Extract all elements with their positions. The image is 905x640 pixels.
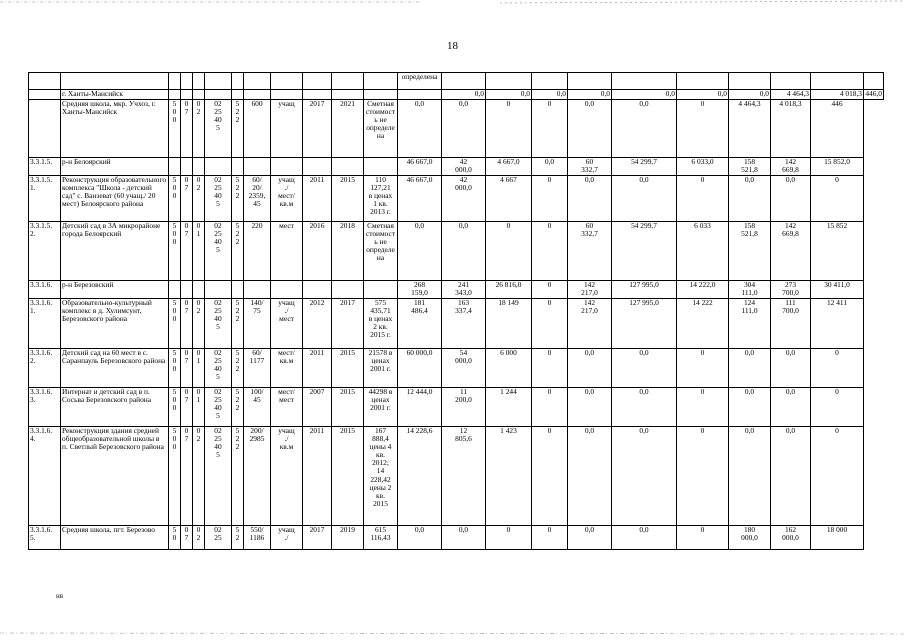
code-cell: 5 2 2 (232, 388, 244, 427)
capacity-cell: 600 (244, 100, 271, 158)
value-cell: 42 000,0 (442, 176, 486, 222)
num-cell (29, 90, 61, 100)
source-cell: 21578 в ценах 2001 г. (364, 349, 398, 388)
table-cell (364, 90, 398, 100)
num-cell: 3.3.1.6. 2. (29, 349, 61, 388)
end-year-cell: 2015 (332, 349, 364, 388)
num-cell (29, 100, 61, 158)
unit-cell: учащ ./ кв.м (271, 427, 303, 526)
scan-edge-top (0, 0, 905, 6)
value-cell: 0,0 (486, 90, 532, 100)
table-cell (181, 73, 193, 90)
value-cell: 142 217,0 (568, 299, 612, 349)
value-cell: 6 033,0 (677, 158, 729, 176)
table-cell (486, 73, 532, 90)
code-cell: 0 7 (181, 299, 193, 349)
value-cell: 0,0 (729, 349, 771, 388)
value-cell: 162 000,0 (771, 526, 811, 550)
code-cell: 0 1 (193, 349, 205, 388)
code-cell: 0 7 (181, 526, 193, 550)
code-cell (232, 281, 244, 299)
table-cell (364, 73, 398, 90)
table-cell (303, 73, 332, 90)
value-cell: 127 995,0 (612, 281, 677, 299)
value-cell: 142 217,0 (568, 281, 612, 299)
value-cell: 54 299,7 (612, 158, 677, 176)
value-cell: 0,0 (729, 427, 771, 526)
name-cell: р-н Белоярский (61, 158, 169, 176)
footer-mark: нв (56, 592, 64, 600)
value-cell: 6 033 (677, 222, 729, 281)
name-cell: Реконструкция здания средней общеобразовательной школы в п. Светлый Березовского района (61, 427, 169, 526)
scan-edge-bottom (0, 630, 905, 636)
value-cell: 60 332,7 (568, 222, 612, 281)
value-cell: 180 000,0 (729, 526, 771, 550)
code-cell: 0 7 (181, 388, 193, 427)
code-cell: 0 2 (193, 526, 205, 550)
value-cell: 111 700,0 (771, 299, 811, 349)
value-cell: 14 228,6 (398, 427, 442, 526)
source-cell (364, 158, 398, 176)
value-cell: 0,0 (532, 158, 568, 176)
value-cell: 12 411 (811, 299, 864, 349)
end-year-cell: 2015 (332, 388, 364, 427)
value-cell: 446 (811, 100, 864, 158)
source-cell: 615 116,43 (364, 526, 398, 550)
value-cell: 0 (486, 222, 532, 281)
table-cell (181, 90, 193, 100)
table-row (29, 90, 884, 100)
value-cell: 1 244 (486, 388, 532, 427)
table-cell (205, 90, 232, 100)
capacity-cell: 60/ 20/ 2359, 45 (244, 176, 271, 222)
value-cell: 60 332,7 (568, 158, 612, 176)
value-cell: 0,0 (442, 526, 486, 550)
value-cell: 158 521,8 (729, 158, 771, 176)
code-cell: 0 7 (181, 176, 193, 222)
value-cell: 26 816,0 (486, 281, 532, 299)
code-cell: 0 7 (181, 349, 193, 388)
value-cell: 0,0 (398, 222, 442, 281)
value-cell: 46 667,0 (398, 176, 442, 222)
table-cell (193, 73, 205, 90)
value-cell: 0,0 (568, 526, 612, 550)
value-cell: 0 (811, 427, 864, 526)
end-year-cell: 2015 (332, 176, 364, 222)
capacity-cell: 200/ 2985 (244, 427, 271, 526)
value-cell: 11 200,0 (442, 388, 486, 427)
table-cell (677, 73, 729, 90)
unit-cell: мест/ кв.м (271, 349, 303, 388)
code-cell: 5 0 0 (169, 299, 181, 349)
unit-cell: мест (271, 222, 303, 281)
budget-table (28, 72, 884, 550)
table-cell (771, 73, 811, 90)
code-cell: 5 2 2 (232, 299, 244, 349)
table-cell (612, 73, 677, 90)
num-cell: 3.3.1.6. (29, 281, 61, 299)
page-number: 18 (447, 40, 458, 52)
value-cell: 268 159,0 (398, 281, 442, 299)
name-cell: р-н Березовский (61, 281, 169, 299)
value-cell: 241 343,0 (442, 281, 486, 299)
value-cell: 0,0 (771, 427, 811, 526)
source-cell: 575 435,71 в ценах 2 кв. 2015 г. (364, 299, 398, 349)
code-cell: 5 0 (169, 526, 181, 550)
value-cell: 0 (677, 349, 729, 388)
table-cell (193, 90, 205, 100)
table-row (29, 73, 884, 90)
value-cell: 0,0 (612, 427, 677, 526)
table-cell (29, 73, 61, 90)
value-cell: 4 667 (486, 176, 532, 222)
value-cell: 4 018,3 (811, 90, 864, 100)
value-cell: 0,0 (442, 90, 486, 100)
source-cell: 44298 в ценах 2001 г. (364, 388, 398, 427)
table-cell (271, 73, 303, 90)
unit-cell: учащ ./ (271, 526, 303, 550)
name-cell: Реконструкция образовательного комплекса "Школа - детский сад" с. Ванзеват (60 учащ./ 20 мест) Белоярского района (61, 176, 169, 222)
table-cell (332, 73, 364, 90)
code-cell: 5 0 0 (169, 176, 181, 222)
table-row (29, 158, 884, 176)
num-cell: 3.3.1.6. 4. (29, 427, 61, 526)
capacity-cell (244, 281, 271, 299)
code-cell: 5 0 0 (169, 427, 181, 526)
value-cell: 0,0 (729, 388, 771, 427)
value-cell: 42 000,0 (442, 158, 486, 176)
value-cell: 0,0 (729, 90, 771, 100)
value-cell: 0,0 (442, 222, 486, 281)
value-cell: 0,0 (612, 100, 677, 158)
capacity-cell: 100/ 45 (244, 388, 271, 427)
value-cell: 163 337,4 (442, 299, 486, 349)
table-row (29, 299, 884, 349)
code-cell (232, 158, 244, 176)
code-cell: 5 0 0 (169, 222, 181, 281)
value-cell: 0,0 (568, 349, 612, 388)
name-cell: г. Ханты-Мансийск (61, 90, 169, 100)
table-row (29, 100, 884, 158)
code-cell: 02 25 40 5 (205, 222, 232, 281)
table-cell (303, 90, 332, 100)
value-cell: 0,0 (771, 388, 811, 427)
unit-cell: учащ ./ мест/ кв.м (271, 176, 303, 222)
source-cell: 110 127,21 в ценах 1 кв. 2013 г. (364, 176, 398, 222)
value-cell: 0,0 (612, 90, 677, 100)
code-cell (205, 158, 232, 176)
name-cell: Образовательно-культурный комплекс в д. Хулимсунт, Березовского района (61, 299, 169, 349)
table-row (29, 388, 884, 427)
source-cell (364, 281, 398, 299)
num-cell: 3.3.1.6. 3. (29, 388, 61, 427)
value-cell: 142 669,8 (771, 222, 811, 281)
table-cell (61, 73, 169, 90)
value-cell: 14 222 (677, 299, 729, 349)
code-cell: 5 0 0 (169, 100, 181, 158)
value-cell: 0,0 (568, 100, 612, 158)
code-cell: 0 7 (181, 427, 193, 526)
table-cell (729, 73, 771, 90)
table-cell (232, 90, 244, 100)
value-cell: 4 464,3 (771, 90, 811, 100)
code-cell: 02 25 40 5 (205, 299, 232, 349)
table-cell (332, 90, 364, 100)
start-year-cell: 2011 (303, 427, 332, 526)
value-cell: 6 000 (486, 349, 532, 388)
value-cell: 0,0 (568, 176, 612, 222)
source-cell (398, 90, 442, 100)
value-cell: 0 (532, 349, 568, 388)
start-year-cell: 2007 (303, 388, 332, 427)
value-cell: 0,0 (677, 90, 729, 100)
code-cell: 02 25 40 5 (205, 388, 232, 427)
value-cell: 181 486,4 (398, 299, 442, 349)
value-cell: 15 852 (811, 222, 864, 281)
table-row (29, 176, 884, 222)
start-year-cell: 2011 (303, 176, 332, 222)
code-cell: 5 2 2 (232, 222, 244, 281)
value-cell: 304 111,0 (729, 281, 771, 299)
value-cell: 0,0 (729, 176, 771, 222)
source-cell: 167 888,4 цены 4 кв. 2012; 14 228,42 цены 2 кв. 2015 (364, 427, 398, 526)
value-cell: 158 521,8 (729, 222, 771, 281)
value-cell: 0,0 (612, 526, 677, 550)
capacity-cell: 60/ 1177 (244, 349, 271, 388)
code-cell: 02 25 40 5 (205, 349, 232, 388)
value-cell: 54 000,0 (442, 349, 486, 388)
code-cell: 5 0 0 (169, 349, 181, 388)
value-cell: 1 423 (486, 427, 532, 526)
name-cell: Детский сад на 60 мест в с. Саранпауль Березовского района (61, 349, 169, 388)
value-cell: 0 (677, 100, 729, 158)
table-cell (864, 73, 884, 90)
table-row (29, 526, 884, 550)
value-cell: 0,0 (612, 349, 677, 388)
value-cell: 127 995,0 (612, 299, 677, 349)
unit-cell (271, 158, 303, 176)
start-year-cell (303, 158, 332, 176)
end-year-cell: 2019 (332, 526, 364, 550)
capacity-cell (244, 158, 271, 176)
code-cell: 5 2 2 (232, 427, 244, 526)
value-cell: 0,0 (532, 90, 568, 100)
unit-cell (271, 281, 303, 299)
value-cell: 12 805,6 (442, 427, 486, 526)
value-cell: 14 222,0 (677, 281, 729, 299)
value-cell: 0 (532, 100, 568, 158)
value-cell: 0 (677, 388, 729, 427)
num-cell: 3.3.1.5. 2. (29, 222, 61, 281)
code-cell: 5 2 (232, 526, 244, 550)
value-cell: 273 700,0 (771, 281, 811, 299)
source-cell: Сметная стоимость не определена (364, 100, 398, 158)
num-cell: 3.3.1.5. 1. (29, 176, 61, 222)
code-cell (169, 158, 181, 176)
num-cell: 3.3.1.6. 5. (29, 526, 61, 550)
value-cell: 15 852,0 (811, 158, 864, 176)
value-cell: 0 (532, 526, 568, 550)
value-cell: 0 (811, 349, 864, 388)
value-cell: 18 149 (486, 299, 532, 349)
start-year-cell (303, 281, 332, 299)
value-cell: 0,0 (568, 427, 612, 526)
value-cell: 124 111,0 (729, 299, 771, 349)
start-year-cell: 2011 (303, 349, 332, 388)
code-cell: 0 2 (193, 427, 205, 526)
value-cell: 4 464,3 (729, 100, 771, 158)
name-cell: Детский сад в 3А микрорайоне города Белоярский (61, 222, 169, 281)
table-cell (568, 73, 612, 90)
value-cell: 54 299,7 (612, 222, 677, 281)
table-cell (169, 90, 181, 100)
code-cell (181, 281, 193, 299)
unit-cell: учащ (271, 100, 303, 158)
value-cell: 0,0 (771, 349, 811, 388)
end-year-cell: 2018 (332, 222, 364, 281)
code-cell: 0 1 (193, 388, 205, 427)
value-cell: 0,0 (568, 388, 612, 427)
value-cell: 0 (677, 526, 729, 550)
value-cell: 0,0 (612, 176, 677, 222)
table-cell (169, 73, 181, 90)
table-cell (232, 73, 244, 90)
code-cell (169, 281, 181, 299)
value-cell: 4 667,0 (486, 158, 532, 176)
value-cell: 0 (486, 100, 532, 158)
code-cell (193, 158, 205, 176)
code-cell: 0 2 (193, 100, 205, 158)
num-cell: 3.3.1.5. (29, 158, 61, 176)
start-year-cell: 2017 (303, 526, 332, 550)
code-cell (181, 158, 193, 176)
value-cell: 0 (677, 427, 729, 526)
value-cell: 18 000 (811, 526, 864, 550)
start-year-cell: 2012 (303, 299, 332, 349)
value-cell: 446,0 (865, 89, 882, 98)
value-cell: 142 669,8 (771, 158, 811, 176)
end-year-cell: 2021 (332, 100, 364, 158)
table-row (29, 281, 884, 299)
table-cell (244, 73, 271, 90)
value-cell: 0 (532, 281, 568, 299)
end-year-cell (332, 158, 364, 176)
code-cell: 02 25 (205, 526, 232, 550)
value-cell: 0 (532, 388, 568, 427)
start-year-cell: 2017 (303, 100, 332, 158)
code-cell: 5 2 2 (232, 176, 244, 222)
code-cell (193, 281, 205, 299)
value-cell: 0 (486, 526, 532, 550)
code-cell: 02 25 40 5 (205, 427, 232, 526)
code-cell: 02 25 40 5 (205, 100, 232, 158)
value-cell: 0 (811, 176, 864, 222)
table-row (29, 427, 884, 526)
code-cell: 5 2 2 (232, 100, 244, 158)
value-cell: 0 (811, 388, 864, 427)
code-cell: 0 1 (193, 222, 205, 281)
value-cell: 30 411,0 (811, 281, 864, 299)
end-year-cell: 2015 (332, 427, 364, 526)
end-year-cell: 2017 (332, 299, 364, 349)
value-cell: 0 (532, 299, 568, 349)
table-cell (205, 73, 232, 90)
value-cell: 0 (532, 427, 568, 526)
table-cell (442, 73, 486, 90)
value-cell: 0 (532, 176, 568, 222)
table-row (29, 349, 884, 388)
start-year-cell: 2016 (303, 222, 332, 281)
value-cell: 0,0 (442, 100, 486, 158)
table-cell (244, 90, 271, 100)
name-cell: Средняя школа, пгт. Березово (61, 526, 169, 550)
value-cell: 0,0 (398, 526, 442, 550)
value-cell: 0,0 (398, 100, 442, 158)
source-cell: определена (398, 73, 442, 90)
value-cell: 60 000,0 (398, 349, 442, 388)
code-cell: 0 2 (193, 176, 205, 222)
code-cell: 5 0 0 (169, 388, 181, 427)
value-cell: 0,0 (771, 176, 811, 222)
value-cell: 0,0 (612, 388, 677, 427)
name-cell: Средняя школа, мкр. Учхоз, г. Ханты-Мансийск (61, 100, 169, 158)
num-cell: 3.3.1.6. 1. (29, 299, 61, 349)
code-cell: 0 2 (193, 299, 205, 349)
capacity-cell: 550/ 1186 (244, 526, 271, 550)
table-row (29, 222, 884, 281)
source-cell: Сметная стоимость не определена (364, 222, 398, 281)
capacity-cell: 140/ 75 (244, 299, 271, 349)
code-cell: 0 7 (181, 222, 193, 281)
value-cell: 46 667,0 (398, 158, 442, 176)
unit-cell: мест/ мест (271, 388, 303, 427)
table-cell (811, 73, 864, 90)
code-cell: 02 25 40 5 (205, 176, 232, 222)
table-cell (271, 90, 303, 100)
code-cell: 5 2 2 (232, 349, 244, 388)
code-cell: 0 7 (181, 100, 193, 158)
value-cell: 0,0 (568, 90, 612, 100)
value-cell: 0 (532, 222, 568, 281)
end-year-cell (332, 281, 364, 299)
unit-cell: учащ ./ мест (271, 299, 303, 349)
table-cell (532, 73, 568, 90)
capacity-cell: 220 (244, 222, 271, 281)
value-cell: 0 (677, 176, 729, 222)
code-cell (205, 281, 232, 299)
value-cell: 12 444,0 (398, 388, 442, 427)
value-cell: 4 018,3 (771, 100, 811, 158)
name-cell: Интернат и детский сад в п. Сосьва Березовского района (61, 388, 169, 427)
